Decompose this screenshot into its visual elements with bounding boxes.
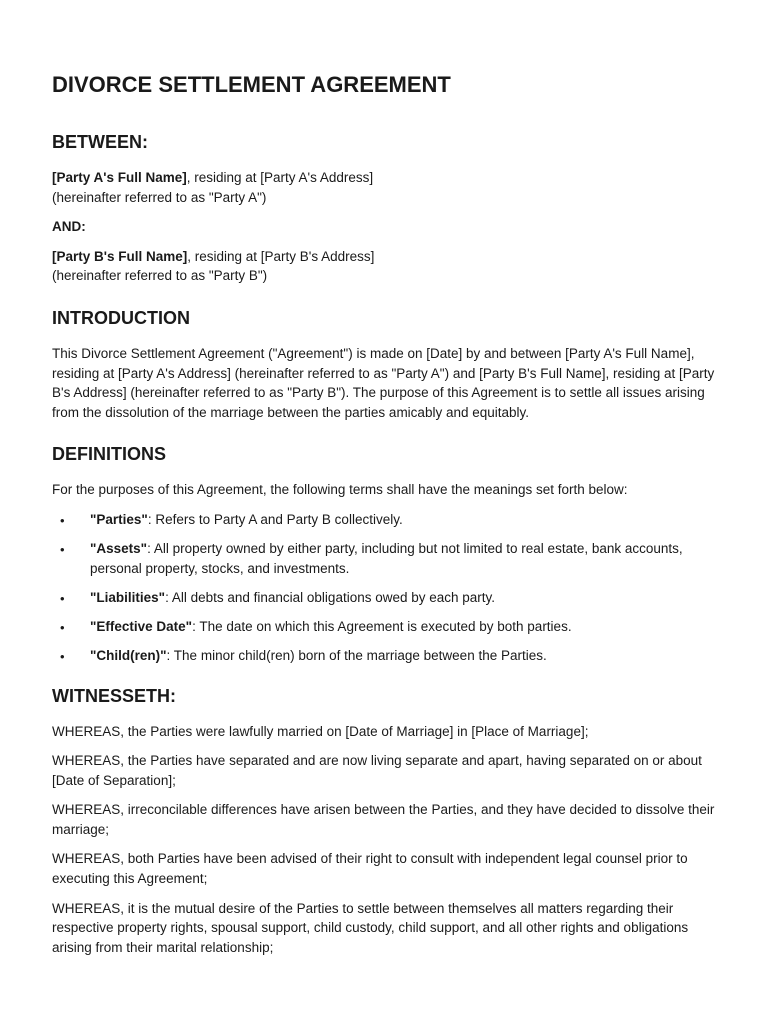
definition-item-assets bbox=[52, 539, 724, 578]
definition-term: "Child(ren)" bbox=[90, 647, 167, 663]
between-heading: BETWEEN: bbox=[52, 132, 148, 152]
definition-text: : The date on which this Agreement is executed by both parties. bbox=[192, 618, 572, 634]
whereas-clause: WHEREAS, the Parties have separated and are now living separate and apart, having separated on or about [Date of Separation]; bbox=[52, 753, 702, 788]
whereas-clause: WHEREAS, the Parties were lawfully married on [Date of Marriage] in [Place of Marriage]; bbox=[52, 723, 589, 739]
definition-item-children bbox=[52, 646, 724, 666]
whereas-clause: WHEREAS, both Parties have been advised of their right to consult with independent legal counsel prior to executing this Agreement; bbox=[52, 851, 688, 887]
definition-item-effective-date bbox=[52, 617, 724, 637]
definition-term: "Effective Date" bbox=[90, 618, 193, 634]
bullet: • bbox=[60, 590, 65, 606]
party-a-block bbox=[52, 168, 724, 207]
party-a-residing: , residing at [Party A's Address] bbox=[186, 170, 374, 185]
bullet: • bbox=[60, 619, 65, 635]
document-page bbox=[52, 68, 724, 967]
and-label: AND: bbox=[52, 219, 86, 235]
definitions-intro: For the purposes of this Agreement, the following terms shall have the meanings set forth below: bbox=[52, 482, 628, 498]
definition-term: "Assets" bbox=[90, 541, 148, 557]
bullet: • bbox=[60, 542, 65, 558]
whereas-clause: WHEREAS, it is the mutual desire of the Parties to settle between themselves all matters regarding their respective property rights, spousal support, child custody, child support, and all other rights and obligations arising from their marital relationship; bbox=[52, 900, 689, 955]
definition-text: : All debts and financial obligations owed by each party. bbox=[165, 589, 496, 605]
party-b-block bbox=[52, 247, 724, 286]
definitions-list bbox=[52, 510, 724, 666]
definition-text: : The minor child(ren) born of the marriage between the Parties. bbox=[166, 647, 547, 663]
document-title: DIVORCE SETTLEMENT AGREEMENT bbox=[52, 72, 451, 97]
definition-item-parties bbox=[52, 510, 724, 530]
party-b-residing: , residing at [Party B's Address] bbox=[187, 248, 375, 264]
whereas-clause: WHEREAS, irreconcilable differences have arisen between the Parties, and they have decided to dissolve their marriage; bbox=[52, 802, 715, 837]
definition-text: : All property owned by either party, including but not limited to real estate, bank accounts, personal property, stocks, and investments. bbox=[90, 541, 683, 576]
party-a-name: [Party A's Full Name] bbox=[52, 170, 187, 185]
party-a-referred: (hereinafter referred to as "Party A") bbox=[52, 189, 267, 205]
party-b-referred: (hereinafter referred to as "Party B") bbox=[52, 268, 268, 284]
definition-text: : Refers to Party A and Party B collectively. bbox=[147, 511, 403, 527]
witnesseth-heading: WITNESSETH: bbox=[52, 685, 176, 706]
bullet: • bbox=[60, 512, 65, 528]
bullet: • bbox=[60, 648, 65, 664]
introduction-heading: INTRODUCTION bbox=[52, 307, 190, 328]
definitions-heading: DEFINITIONS bbox=[52, 444, 167, 465]
party-b-name: [Party B's Full Name] bbox=[52, 248, 188, 264]
definition-term: "Parties" bbox=[90, 511, 148, 527]
definition-term: "Liabilities" bbox=[90, 589, 166, 605]
introduction-text: This Divorce Settlement Agreement ("Agreement") is made on [Date] by and between [Party A's Full Name], residing at [Party A's Address] (hereinafter referred to as "Party A") and [Party B's Full Name], residing at [Party B's Address] (hereinafter referred to as "Party B"). The purpose of this Agreement is to settle all issues arising from the dissolution of the marriage between the parties amicably and equitably. bbox=[52, 345, 715, 420]
definition-item-liabilities bbox=[52, 588, 724, 608]
